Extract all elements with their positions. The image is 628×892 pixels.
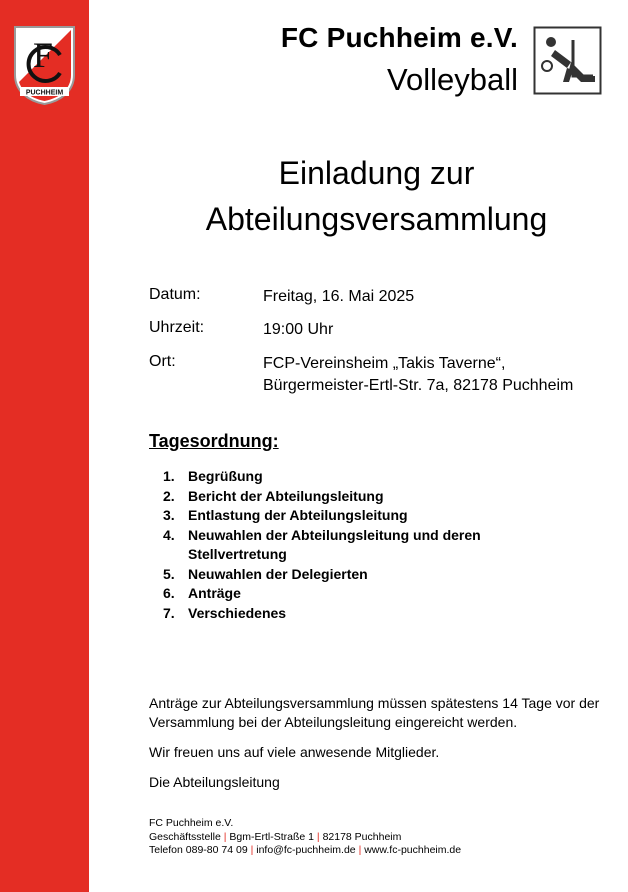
agenda-item: 2. Bericht der Abteilungsleitung (163, 487, 384, 504)
red-side-bar (0, 0, 89, 892)
date-label: Datum: (149, 286, 201, 303)
agenda-item: 5. Neuwahlen der Delegierten (163, 565, 368, 582)
agenda-list (163, 467, 543, 623)
agenda-item: 3. Entlastung der Abteilungsleitung (163, 507, 408, 523)
svg-text:PUCHHEIM: PUCHHEIM (25, 89, 64, 97)
department-name: Volleyball (387, 62, 518, 97)
greeting-text: Wir freuen uns auf viele anwesende Mitglieder. (149, 744, 440, 760)
footer-phone: Telefon 089-80 74 09 (149, 844, 248, 856)
place-row (149, 353, 573, 397)
submission-note: Anträge zur Abteilungsversammlung müssen spätestens 14 Tage vor der Versammlung bei der Abteilungsleitung eingereicht werden. (149, 695, 600, 730)
club-crest-logo (13, 25, 76, 106)
title-line-1: Einladung zur (278, 155, 475, 191)
place-value-line-1: FCP-Vereinsheim „Takis Taverne“, (263, 355, 506, 372)
place-value-line-2: Bürgermeister-Ertl-Str. 7a, 82178 Puchheim (263, 377, 574, 394)
footer-org: FC Puchheim e.V. (149, 817, 234, 829)
footer-address: Geschäftsstelle | Bgm-Ertl-Straße 1 | 82178 Puchheim (149, 830, 402, 843)
time-value: 19:00 Uhr (263, 321, 334, 338)
time-label: Uhrzeit: (149, 319, 205, 336)
svg-text:F: F (32, 35, 54, 75)
agenda-item: 1. Begrüßung (163, 468, 263, 484)
footer-website[interactable]: www.fc-puchheim.de (364, 844, 462, 856)
date-row (149, 286, 414, 308)
time-row (149, 319, 333, 341)
footer-email[interactable]: info@fc-puchheim.de (256, 844, 356, 856)
volleyball-player-icon (533, 26, 602, 95)
agenda-heading: Tagesordnung: (149, 431, 279, 451)
footer-contact (149, 817, 461, 858)
club-name: FC Puchheim e.V. (280, 22, 518, 53)
agenda-item: 6. Anträge (163, 585, 241, 601)
title-line-2: Abteilungsversammlung (205, 201, 548, 237)
footer-contact-line: Telefon 089-80 74 09 | info@fc-puchheim.de | www.fc-puchheim.de (149, 844, 462, 856)
agenda-item: 7. Verschiedenes (163, 604, 287, 621)
signature-text: Die Abteilungsleitung (149, 774, 280, 790)
page-title (89, 150, 628, 242)
date-value: Freitag, 16. Mai 2025 (263, 288, 415, 305)
place-label: Ort: (149, 353, 176, 370)
agenda-item: 4. Neuwahlen der Abteilungsleitung und deren Stellvertretung (163, 526, 481, 562)
